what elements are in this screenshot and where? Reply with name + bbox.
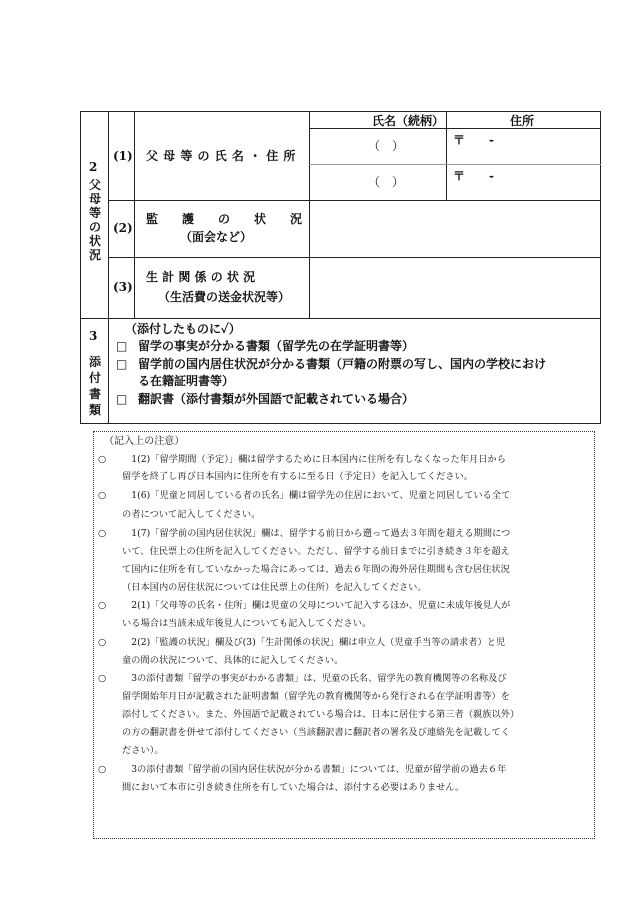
item3-sublabel: （生活費の送金状況等）: [158, 290, 291, 304]
item3-number: (3): [113, 280, 133, 294]
note-bullet: ○: [98, 454, 107, 465]
header-row-line: [309, 128, 601, 129]
note-line: の方の翻訳書を併せて添付してください（当該翻訳書に翻訳者の署名及び連絡先を記載してく: [122, 727, 510, 738]
header-name: 氏名（続柄）: [372, 114, 445, 128]
note-line: 留学を終了し再び日本国内に住所を有するに至る日（予定日）を記入してください。: [122, 471, 474, 482]
note-bullet: ○: [98, 600, 107, 611]
relation-field-1[interactable]: （ ）: [368, 139, 405, 153]
checkbox-translation[interactable]: □: [116, 392, 128, 406]
item2-label: 監 護 の 状 況: [146, 212, 303, 226]
note-line: 間において本市に引き続き住所を有していた場合は、添付する必要はありません。: [122, 782, 465, 793]
section3-title-char: 添: [88, 355, 101, 369]
postal-field-2[interactable]: 〒 -: [453, 169, 494, 183]
checkbox-study-proof[interactable]: □: [116, 339, 128, 353]
section3-title-char: 類: [88, 403, 101, 417]
note-line: 2(2)「監護の状況」欄及び(3)「生計関係の状況」欄は申立人（児童手当等の請求者）と児: [122, 637, 506, 648]
note-line: 2(1)「父母等の氏名・住所」欄は児童の父母について記入するほか、児童に未成年後見人が: [122, 600, 511, 611]
section2-title-char: 況: [88, 248, 101, 262]
note-line: の者について記入してください。: [122, 509, 261, 520]
section3-title: [88, 354, 102, 418]
item1-number: (1): [113, 149, 133, 163]
section-divider: [80, 318, 601, 319]
note-line: 1(6)「児童と同居している者の氏名」欄は留学先の住居において、児童と同居している全て: [122, 490, 511, 501]
col-divider-2: [134, 111, 135, 319]
postal-field-1[interactable]: 〒 -: [453, 133, 494, 147]
col-divider-4: [446, 111, 447, 200]
section3-number: 3: [89, 329, 98, 343]
note-line: いて、住民票上の住所を記入してください。ただし、留学する前日までに引き続き３年を超え: [122, 546, 510, 557]
table-border-left: [80, 111, 81, 424]
checkbox-domestic-residence[interactable]: □: [116, 357, 128, 371]
note-line: 1(2)「留学期間（予定）」欄は留学するために日本国内に住所を有しなくなった年月日から: [122, 454, 506, 465]
table-border-bottom: [80, 423, 601, 424]
checkbox-label-cont: る在籍証明書等）: [138, 374, 235, 388]
section2-title-char: の: [88, 220, 101, 234]
section2-title-char: 状: [88, 234, 101, 248]
col-divider-sec3: [108, 318, 109, 424]
note-line: 1(7)「留学前の国内居住状況」欄は、留学する前日から遡って過去３年間を超える期間につ: [122, 528, 511, 539]
note-bullet: ○: [98, 528, 107, 539]
col-divider-1: [108, 111, 109, 319]
relation-field-2[interactable]: （ ）: [368, 175, 405, 189]
section2-title-char: 等: [88, 206, 101, 220]
item2-sublabel: （面会など）: [180, 230, 253, 244]
custody-status-field[interactable]: [310, 201, 600, 257]
section2-title: [88, 178, 102, 262]
note-line: 留学開始年月日が記載された証明書類（留学先の教育機関等から発行される在学証明書等）を: [122, 691, 510, 702]
note-line: 童の間の状況について、具体的に記入してください。: [122, 655, 344, 666]
item2-number: (2): [113, 221, 133, 235]
note-line: て国内に住所を有していなかった場合にあっては、過去６年間の海外居住期間も含む居住状況: [122, 564, 510, 575]
note-bullet: ○: [98, 764, 107, 775]
note-line: いる場合は当該未成年後見人についても記入してください。: [122, 618, 372, 629]
notes-title: （記入上の注意）: [104, 436, 185, 447]
note-line: （日本国内の居住状況については住民票上の住所）を記入してください。: [122, 582, 427, 593]
section3-title-char: 書: [88, 387, 101, 401]
item3-label: 生 計 関 係 の 状 況: [146, 270, 256, 284]
section2-title-char: 母: [88, 192, 101, 206]
section2-title-char: 父: [88, 178, 101, 192]
checkbox-label: 留学前の国内居住状況が分かる書類（戸籍の附票の写し、国内の学校におけ: [138, 357, 547, 371]
table-border-top: [80, 111, 601, 112]
parent-row-line: [309, 164, 601, 165]
note-line: 3の添付書類「留学の事実がわかる書類」は、児童の氏名、留学先の教育機関等の名称及び: [122, 673, 507, 684]
checkbox-label: 翻訳書（添付書類が外国語で記載されている場合）: [138, 392, 415, 406]
note-bullet: ○: [98, 673, 107, 684]
note-line: 3の添付書類「留学前の国内居住状況が分かる書類」については、児童が留学前の過去６年: [122, 764, 507, 775]
header-address: 住所: [510, 114, 535, 128]
note-bullet: ○: [98, 637, 107, 648]
section2-number: 2: [89, 160, 98, 174]
item1-label: 父 母 等 の 氏 名 ・ 住 所: [146, 149, 296, 163]
table-border-right: [600, 111, 601, 424]
section3-title-char: 付: [88, 371, 101, 385]
note-line: 添付してください。また、外国語で記載されている場合は、日本に居住する第三者（親族以外）: [122, 709, 520, 720]
note-line: ださい）。: [122, 745, 164, 756]
livelihood-status-field[interactable]: [310, 258, 600, 318]
note-bullet: ○: [98, 490, 107, 501]
checkbox-label: 留学の事実が分かる書類（留学先の在学証明書等）: [138, 339, 415, 353]
section3-intro: （添付したものに✓）: [125, 322, 241, 336]
